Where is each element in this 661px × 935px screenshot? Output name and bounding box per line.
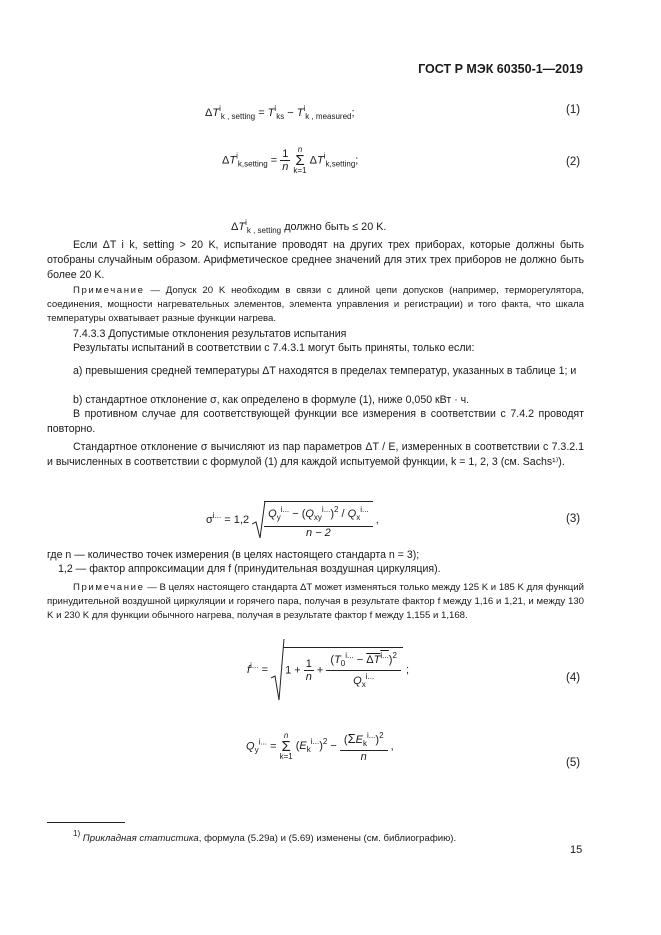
page-number: 15 (570, 844, 583, 856)
equation-5-number: (5) (566, 757, 581, 769)
equation-1-number: (1) (566, 104, 581, 116)
equation-3-number: (3) (566, 513, 581, 525)
equation-4: $f^{i...} = 1$ + $\frac{1}{n}$ + $\frac{(T_0^{i...} - \Delta T^{i...})^2}{Q_x^{i...}}$ ; (247, 638, 409, 702)
paragraph-otherwise: В противном случае для соответствующей функции все измерения в соответствии с 7.4.2 проводят повторно. (47, 408, 584, 435)
note-1-text: — Допуск 20 K необходим в связи с длиной цепи допусков (например, терморегулятора, соединения, мощности нагревательных элементов, элемента управления и регистрации) и того факта, что шкала температуры охватывает разные функции нагрева. (47, 285, 584, 324)
equation-1: $\Delta T^i_{k , setting} = T^i_{ks} - T^i_{k , measured}$; (205, 104, 355, 121)
equation-3: $\sigma^{i...} = 1,2$ $\frac{Q_y^{i...} - (Q_{xy}^{i...})^2 / Q_x^{i...}}{n - 2}$ , (206, 500, 379, 540)
footnote-title: Прикладная статистика (82, 833, 199, 844)
item-a: a) превышения средней температуры ΔT находятся в пределах температур, указанных в таблице 1; и (73, 365, 577, 377)
document-header: ГОСТ Р МЭК 60350-1—2019 (418, 62, 583, 76)
equation-4-number: (4) (566, 672, 581, 684)
note-2 (47, 581, 584, 623)
note-1-label: Примечание (73, 285, 145, 296)
footnote-divider (47, 822, 125, 823)
footnote-text: , формула (5.29a) и (5.69) изменены (см. библиографию). (198, 833, 457, 844)
condition-text: должно быть ≤ 20 K. (284, 221, 387, 233)
paragraph-threshold: Если ΔT i k, setting > 20 K, испытание проводят на других трех приборах, которые должны быть отобраны случайным образом. Арифметическое среднее значений для этих трех приборов не должно быть более 20 K. (47, 239, 584, 281)
equation-2-number: (2) (566, 156, 581, 168)
equation-5: $Q_y^{i...}$ = n Σ k=1 $(E_k^{i...})^2$ − $\frac{(\Sigma E_k^{i...})^2}{n}$ , (246, 731, 394, 763)
section-intro: Результаты испытаний в соответствии с 7.4.3.1 могут быть приняты, только если: (73, 342, 475, 354)
item-b: b) стандартное отклонение σ, как определено в формуле (1), ниже 0,050 кВт · ч. (73, 394, 470, 406)
equation-2: $\Delta T^i_{k,setting}$ = $\frac{1}{n}$ n Σ k=1 $\Delta T^i_{k,setting}$; (222, 145, 359, 175)
paragraph-std-deviation: Стандартное отклонение σ вычисляют из пар параметров ΔT / E, измеренных в соответствии с 7.3.2.1 и вычисленных в соответствии с формулой (1) для каждой испытуемой функции, k = 1, 2, 3 (см. Sachs¹⁾). (47, 441, 584, 468)
condition-line: $\Delta T^i_{k , setting}$ должно быть ≤ 20 K. (231, 218, 387, 235)
section-heading: 7.4.3.3 Допустимые отклонения результатов испытания (73, 328, 347, 340)
where-n: где n — количество точек измерения (в целях настоящего стандарта n = 3); (47, 549, 420, 561)
note-2-label: Примечание (73, 582, 145, 593)
note-2-text: — В целях настоящего стандарта ΔT может изменяться только между 125 K и 185 K для функций принудительной воздушной циркуляции и горячего пара, получая в результате фактор f между 1,16 и 1,21, и между 130 K и 230 K для функции обычного нагрева, получая в результате фактор f между 1,155 и 1,168. (47, 582, 584, 621)
footnote-mark: 1) (73, 829, 81, 838)
footnote (73, 827, 456, 846)
note-1 (47, 284, 584, 326)
where-factor: 1,2 — фактор аппроксимации для f (принудительная воздушная циркуляция). (58, 563, 441, 575)
